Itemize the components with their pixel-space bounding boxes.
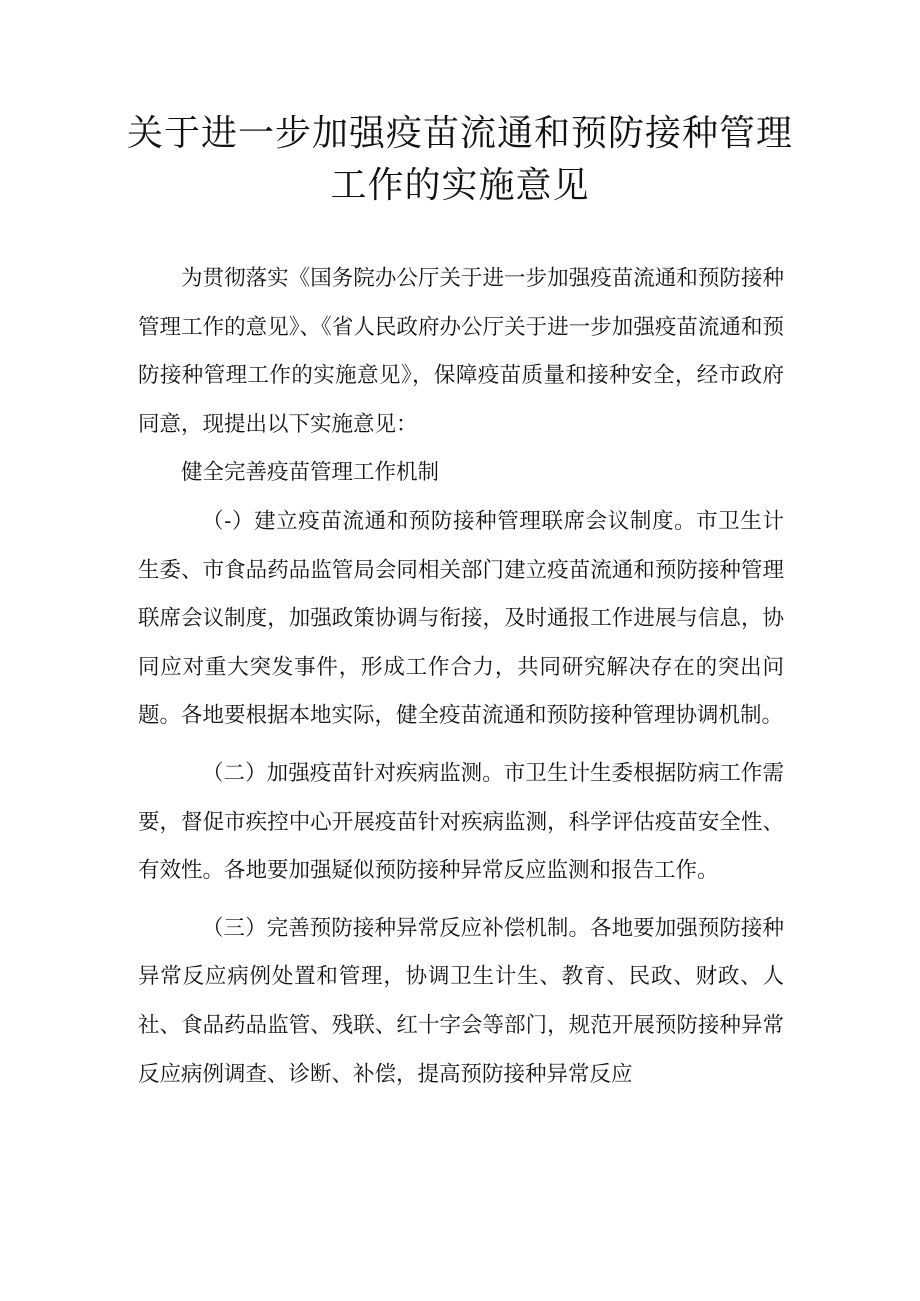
item-2-paragraph: （二）加强疫苗针对疾病监测。市卫生计生委根据防病工作需要，督促市疾控中心开展疫苗针对疾病监测，科学评估疫苗安全性、有效性。各地要加强疑似预防接种异常反应监测和报告工作。	[138, 760, 784, 884]
title-line-1: 关于进一步加强疫苗流通和预防接种管理	[126, 113, 793, 154]
intro-paragraph: 为贯彻落实《国务院办公厅关于进一步加强疫苗流通和预防接种管理工作的意见》、《省人民政府办公厅关于进一步加强疫苗流通和预防接种管理工作的实施意见》，保障疫苗质量和接种安全，经市政府同意，现提出以下实施意见：	[138, 266, 784, 437]
document-title	[120, 108, 800, 212]
item-1-paragraph: （-）建立疫苗流通和预防接种管理联席会议制度。市卫生计生委、市食品药品监管局会同相关部门建立疫苗流通和预防接种管理联席会议制度，加强政策协调与衔接，及时通报工作进展与信息，协同应对重大突发事件，形成工作合力，共同研究解决存在的突出问题。各地要根据本地实际，健全疫苗流通和预防接种管理协调机制。	[138, 508, 784, 729]
item-3-paragraph: （三）完善预防接种异常反应补偿机制。各地要加强预防接种异常反应病例处置和管理，协调卫生计生、教育、民政、财政、人社、食品药品监管、残联、红十字会等部门，规范开展预防接种异常反应病例调查、诊断、补偿，提高预防接种异常反应	[138, 915, 784, 1087]
title-line-2: 工作的实施意见	[330, 165, 590, 206]
document-body	[138, 255, 784, 1099]
section-heading: 健全完善疫苗管理工作机制	[181, 460, 440, 486]
